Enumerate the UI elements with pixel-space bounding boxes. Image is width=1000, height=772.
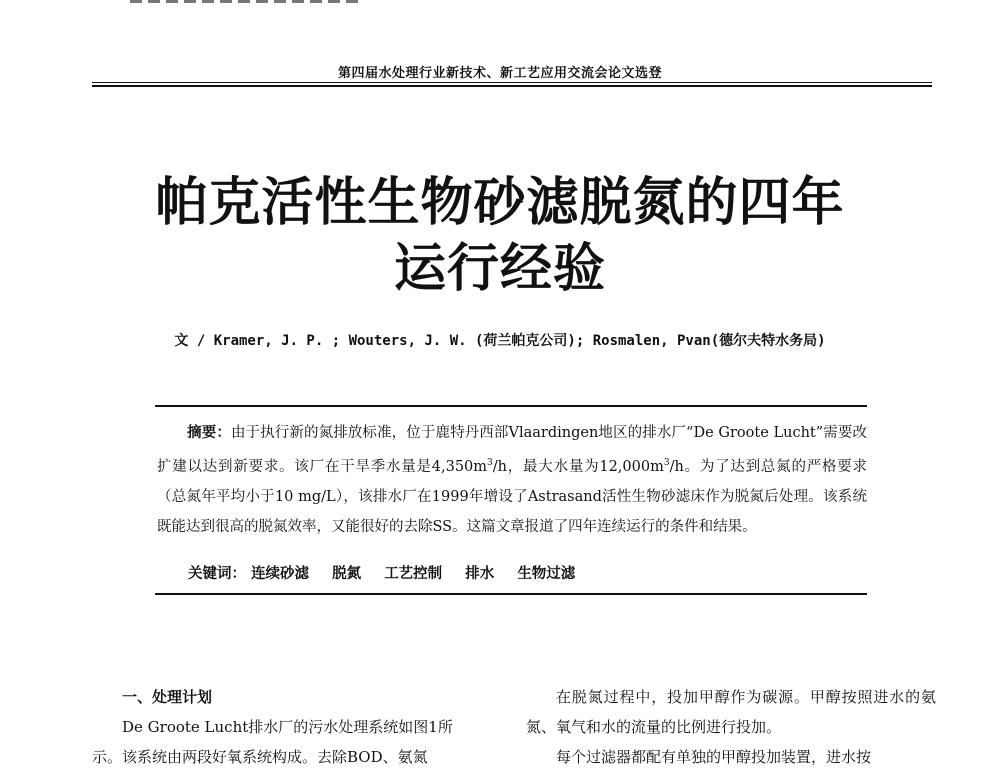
author-line: 文 / Kramer, J. P. ; Wouters, J. W. (荷兰帕克公司); Rosmalen, Pvan(德尔夫特水务局) [174,333,826,349]
title-line-2: 运行经验 [393,238,606,299]
abstract-top-rule [155,405,867,407]
abstract-text-a: 由于执行新的氮排放标准，位于鹿特丹西部Vlaardingen地区的排水厂“De Groote Lucht”需要改扩建以达到新要求。该厂在干旱季水量是4,350m [157,425,867,475]
section-heading: 一、处理计划 [122,688,213,706]
running-header: 第四届水处理行业新技术、新工艺应用交流会论文选登 [337,66,662,81]
abstract-text-c: /h。为了达到总氮的严格要求（总氮年平均小于10 mg/L），该排水厂在1999年增设了Astrasand活性生物砂滤床作为脱氮后处理。该系统既能达到很高的脱氮效率，又能很好的去除SS。这篇文章报道了四年连续运行的条件和结果。 [157,458,867,535]
scan-artifact [130,0,380,6]
abstract-sup-1: 3 [487,458,493,468]
keyword: 脱氮 [332,565,362,582]
keyword: 生物过滤 [517,565,576,582]
title-line-1: 帕克活性生物砂滤脱氮的四年 [155,172,845,233]
header-rule-thick [92,85,932,87]
abstract-label: 摘要： [187,424,231,441]
abstract [157,418,867,542]
keyword: 排水 [465,565,495,582]
body-paragraph: De Groote Lucht排水厂的污水处理系统如图1所 [122,718,453,736]
abstract-sup-2: 3 [663,458,670,468]
body-paragraph-cont: 示。该系统由两段好氧系统构成。去除BOD、氨氮 [92,748,428,766]
keywords [188,562,593,583]
header-rule [92,82,932,83]
abstract-text-b: /h，最大水量为12,000m [492,458,664,475]
keywords-label: 关键词： [188,565,246,582]
keyword: 工艺控制 [384,565,443,582]
body-paragraph: 在脱氮过程中，投加甲醇作为碳源。甲醇按照进水的氨氮、氧气和水的流量的比例进行投加。 [526,688,936,736]
body-paragraph: 每个过滤器都配有单独的甲醇投加装置，进水按 [556,748,872,766]
paper-title [0,170,1000,302]
keyword: 连续砂滤 [251,565,310,582]
abstract-bottom-rule [155,593,867,595]
